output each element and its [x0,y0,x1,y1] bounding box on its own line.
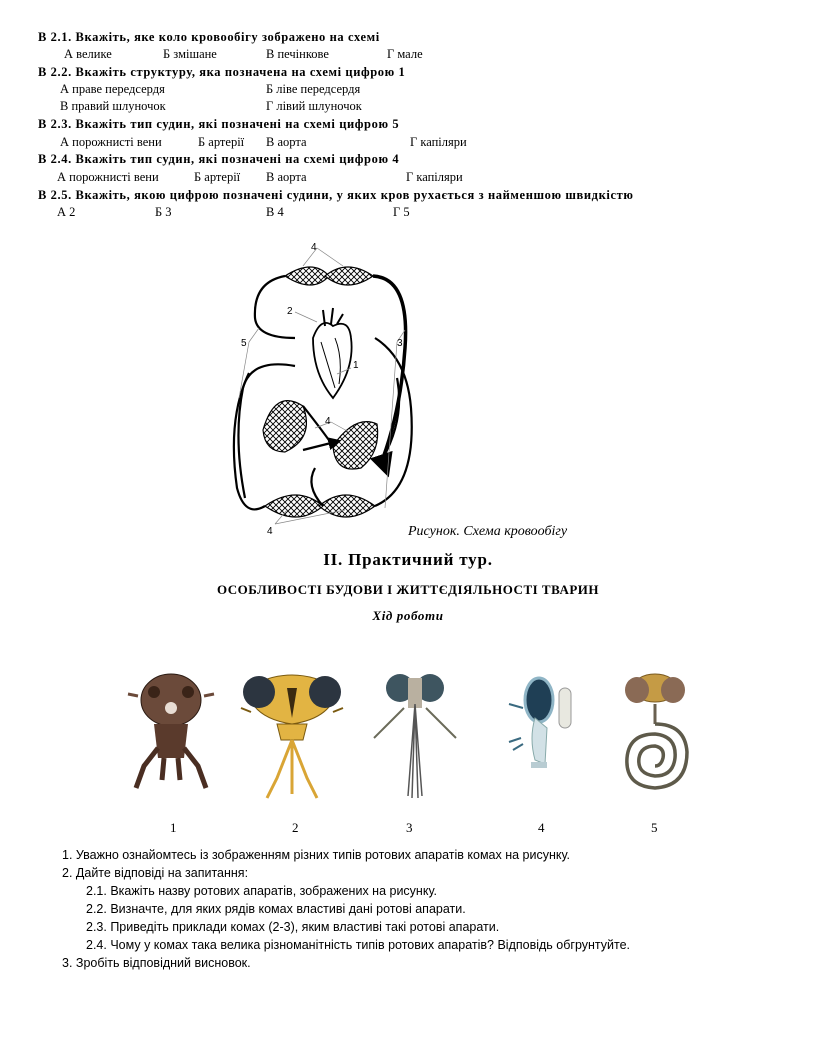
answer-option: А порожнисті вени [57,170,159,184]
question-label: В 2.2. Вкажіть структуру, яка позначена на схемі цифрою 1 [38,65,406,79]
section-title: II. Практичний тур. [323,550,493,569]
task-item: 1. Уважно ознайомтесь із зображенням різних типів ротових апаратів комах на рисунку. [62,848,570,862]
diagram-label-2: 2 [287,306,293,317]
answer-option: Б змішане [163,47,217,61]
answer-option: А 2 [57,205,76,219]
answer-option: Г капіляри [410,135,467,149]
figure-caption: Рисунок. Схема кровообігу [408,524,568,539]
task-subitem: 2.3. Приведіть приклади комах (2-3), яким властиві такі ротові апарати. [86,920,500,934]
insect-mouthparts-2 [237,668,347,808]
answer-option: В печінкове [266,47,329,61]
answer-option: А праве передсердя [60,82,165,96]
question-label: В 2.5. Вкажіть, якою цифрою позначені судини, у яких кров рухається з найменшою швидкістю [38,188,634,202]
answer-option: В аорта [266,170,307,184]
task-item: 3. Зробіть відповідний висновок. [62,956,251,970]
insect-number: 1 [170,820,177,835]
answer-option: Г 5 [393,205,410,219]
capillary-network-organ [333,422,378,469]
insect-mouthparts-5 [615,668,695,798]
answer-option: В аорта [266,135,307,149]
question-label: В 2.4. Вкажіть тип судин, які позначені на схемі цифрою 4 [38,152,400,166]
task-subitem: 2.4. Чому у комах така велика різноманітність типів ротових апаратів? Відповідь обгрунтуйте. [86,938,631,952]
section-subtitle: ОСОБЛИВОСТІ БУДОВИ І ЖИТТЄДІЯЛЬНОСТІ ТВАРИН [216,582,600,597]
insect-mouthparts-4 [505,668,580,778]
insect-number: 4 [538,820,545,835]
question-label: В 2.3. Вкажіть тип судин, які позначені на схемі цифрою 5 [38,117,400,131]
answer-option: Г лівий шлуночок [266,99,362,113]
diagram-label-4: 4 [311,242,317,253]
procedure-heading: Хід роботи [372,608,444,623]
answer-option: В правий шлуночок [60,99,166,113]
diagram-label-1: 1 [353,360,359,371]
insect-number: 2 [292,820,299,835]
insect-mouthparts-1 [126,668,216,808]
answer-option: Б ліве передсердя [266,82,361,96]
circulation-diagram [225,238,425,538]
insect-number: 3 [406,820,413,835]
task-subitem: 2.2. Визначте, для яких рядів комах властиві дані ротові апарати. [86,902,466,916]
answer-option: Г капіляри [406,170,463,184]
insect-mouthparts-3 [370,668,460,808]
answer-option: А велике [64,47,112,61]
capillary-network-bottom [265,495,375,517]
diagram-label-5: 5 [241,338,247,349]
diagram-label-4: 4 [267,526,273,537]
answer-option: Б артерії [198,135,245,149]
question-label: В 2.1. Вкажіть, яке коло кровообігу зображено на схемі [38,30,380,44]
capillary-network-top [285,267,373,285]
capillary-network-organ [263,401,306,452]
task-item: 2. Дайте відповіді на запитання: [62,866,249,880]
task-subitem: 2.1. Вкажіть назву ротових апаратів, зображених на рисунку. [86,884,437,898]
diagram-label-4: 4 [325,416,331,427]
insect-number: 5 [651,820,658,835]
label-leaders [239,248,405,524]
answer-option: Г мале [387,47,423,61]
diagram-label-3: 3 [397,338,403,349]
heart [313,308,352,398]
answer-option: Б 3 [155,205,172,219]
answer-option: Б артерії [194,170,241,184]
answer-option: В 4 [266,205,284,219]
answer-option: А порожнисті вени [60,135,162,149]
